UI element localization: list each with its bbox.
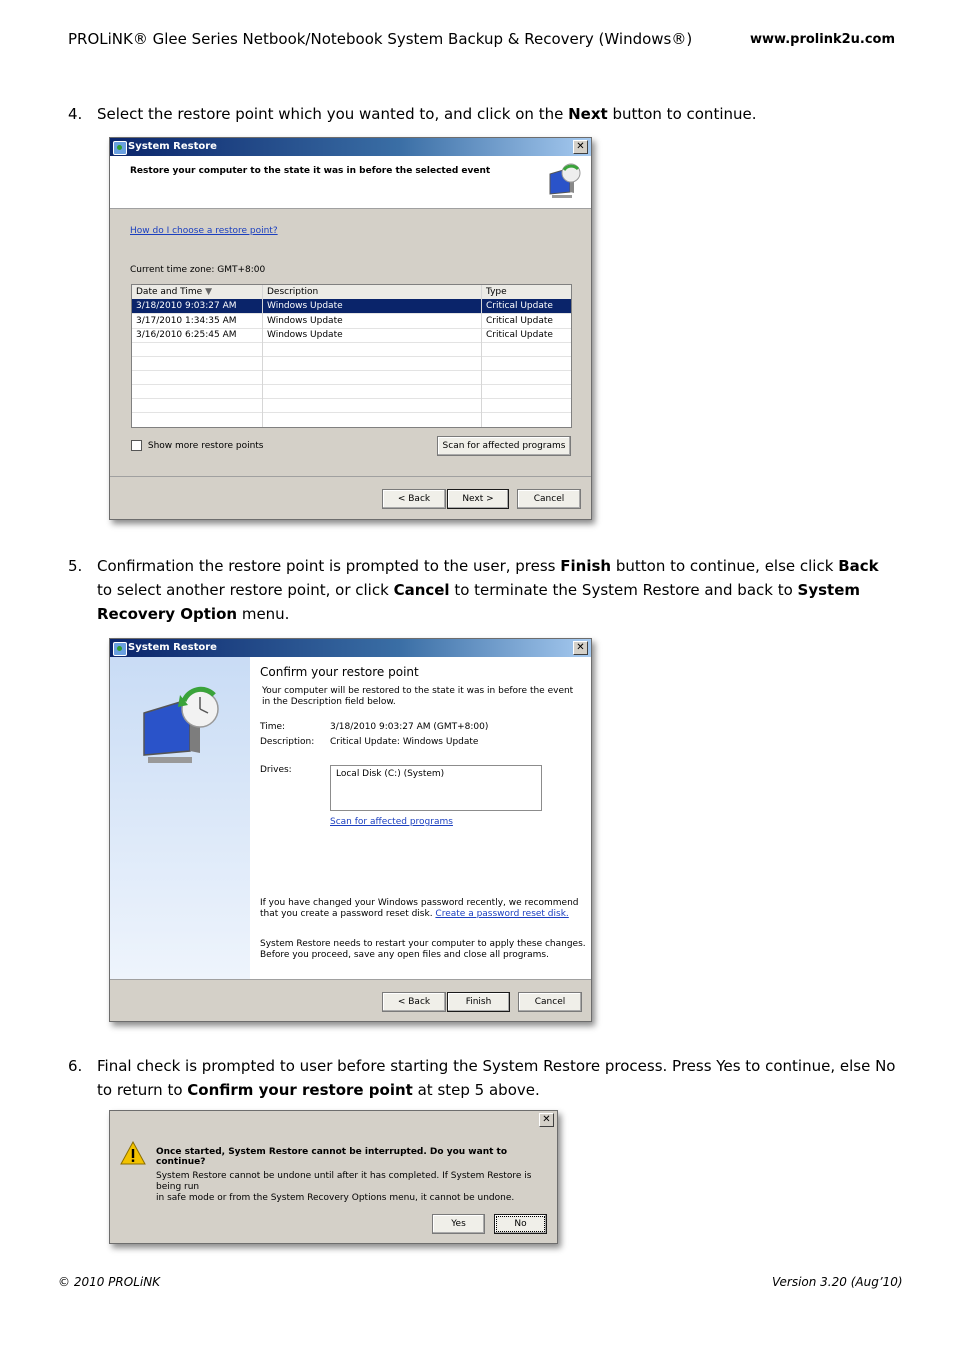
scan-affected-programs-button[interactable]: Scan for affected programs	[437, 436, 571, 456]
side-panel	[110, 657, 251, 979]
description-value: Critical Update: Windows Update	[330, 737, 479, 747]
system-restore-window-1	[109, 137, 592, 520]
close-button[interactable]: ✕	[573, 641, 588, 655]
cancel-button[interactable]: Cancel	[517, 489, 581, 509]
drives-label: Drives:	[260, 765, 292, 775]
column-divider	[481, 285, 482, 427]
drives-list[interactable]	[330, 765, 542, 811]
restore-computer-icon	[544, 160, 584, 200]
scan-affected-programs-link[interactable]: Scan for affected programs	[330, 817, 453, 827]
time-label: Time:	[260, 722, 286, 732]
column-type[interactable]: Type	[486, 287, 507, 297]
create-password-reset-link[interactable]: Create a password reset disk.	[435, 909, 569, 919]
step-number: 5.	[68, 557, 83, 575]
column-date[interactable]: Date and Time ▼	[136, 287, 212, 297]
dialog-heading: Restore your computer to the state it was in before the selected event	[130, 166, 491, 176]
next-button[interactable]: Next >	[447, 489, 509, 509]
page-header-url: www.prolink2u.com	[750, 32, 896, 47]
table-row[interactable]: 3/16/2010 6:25:45 AM Windows Update Critical Update	[132, 328, 571, 343]
cancel-button[interactable]: Cancel	[518, 992, 582, 1012]
title-bar: System Restore ✕	[110, 639, 591, 657]
step-number: 4.	[68, 105, 83, 123]
step-number: 6.	[68, 1057, 83, 1075]
back-button[interactable]: < Back	[382, 489, 446, 509]
table-row[interactable]: 3/17/2010 1:34:35 AM Windows Update Critical Update	[132, 314, 571, 329]
restore-computer-icon	[138, 685, 226, 769]
close-button[interactable]: ✕	[539, 1113, 554, 1127]
show-more-checkbox[interactable]	[131, 440, 142, 451]
table-header	[132, 285, 571, 300]
footer-copyright: © 2010 PROLiNK	[58, 1275, 161, 1289]
step-6: 6. Final check is prompted to user before starting the System Restore process. Press Yes to continue, else No to return to Confirm your restore point at step 5 above.	[68, 1054, 918, 1104]
header-panel	[110, 156, 591, 209]
back-button[interactable]: < Back	[382, 992, 446, 1012]
password-note: If you have changed your Windows password recently, we recommend that you create a password reset disk. Create a password reset disk.	[260, 898, 579, 919]
table-row-empty	[132, 342, 571, 357]
page-header-title: PROLiNK® Glee Series Netbook/Notebook System Backup & Recovery (Windows®)	[68, 30, 693, 48]
no-button[interactable]: No	[494, 1214, 547, 1234]
finish-button[interactable]: Finish	[447, 992, 510, 1012]
title-bar: System Restore ✕	[110, 138, 591, 156]
table-row-empty	[132, 356, 571, 371]
close-button[interactable]: ✕	[573, 140, 588, 154]
show-more-checkbox-row[interactable]: Show more restore points	[131, 440, 264, 451]
warning-icon	[120, 1141, 146, 1165]
system-restore-icon	[113, 141, 127, 155]
dialog-heading: Once started, System Restore cannot be interrupted. Do you want to continue?	[156, 1147, 508, 1167]
title-bar	[110, 1111, 557, 1129]
divider	[110, 979, 591, 980]
description-label: Description:	[260, 737, 315, 747]
column-description[interactable]: Description	[267, 287, 319, 297]
table-row-empty	[132, 384, 571, 399]
system-restore-icon	[113, 642, 127, 656]
dialog-body: System Restore cannot be undone until after it has completed. If System Restore is being run in safe mode or from the System Recovery Options menu, it cannot be undone.	[156, 1171, 532, 1203]
divider	[110, 476, 591, 477]
drive-item[interactable]: Local Disk (C:) (System)	[336, 769, 445, 779]
intro-text: Your computer will be restored to the state it was in before the event in the Description field below.	[262, 686, 574, 707]
timezone-label: Current time zone: GMT+8:00	[130, 265, 266, 275]
step-4: 4. Select the restore point which you wanted to, and click on the Next button to continue.	[68, 102, 918, 128]
system-restore-window-2	[109, 638, 592, 1022]
restore-points-table	[131, 284, 572, 428]
footer-version: Version 3.20 (Aug’10)	[772, 1275, 903, 1289]
content-panel	[250, 657, 591, 979]
table-row[interactable]: 3/18/2010 9:03:27 AM Windows Update Critical Update	[132, 299, 571, 314]
restart-note: System Restore needs to restart your computer to apply these changes. Before you proceed, save any open files and close all programs.	[260, 939, 586, 960]
table-row-empty	[132, 370, 571, 385]
time-value: 3/18/2010 9:03:27 AM (GMT+8:00)	[330, 722, 489, 732]
column-divider	[262, 285, 263, 427]
help-link[interactable]: How do I choose a restore point?	[130, 226, 278, 236]
table-row-empty	[132, 398, 571, 413]
dialog-heading: Confirm your restore point	[260, 665, 419, 679]
yes-button[interactable]: Yes	[432, 1214, 485, 1234]
step-5: 5. Confirmation the restore point is prompted to the user, press Finish button to continue, else click Back to select another restore point, or click Cancel to terminate the System Restore and back to System Recovery Option menu.	[68, 554, 918, 630]
confirm-dialog	[109, 1110, 558, 1244]
